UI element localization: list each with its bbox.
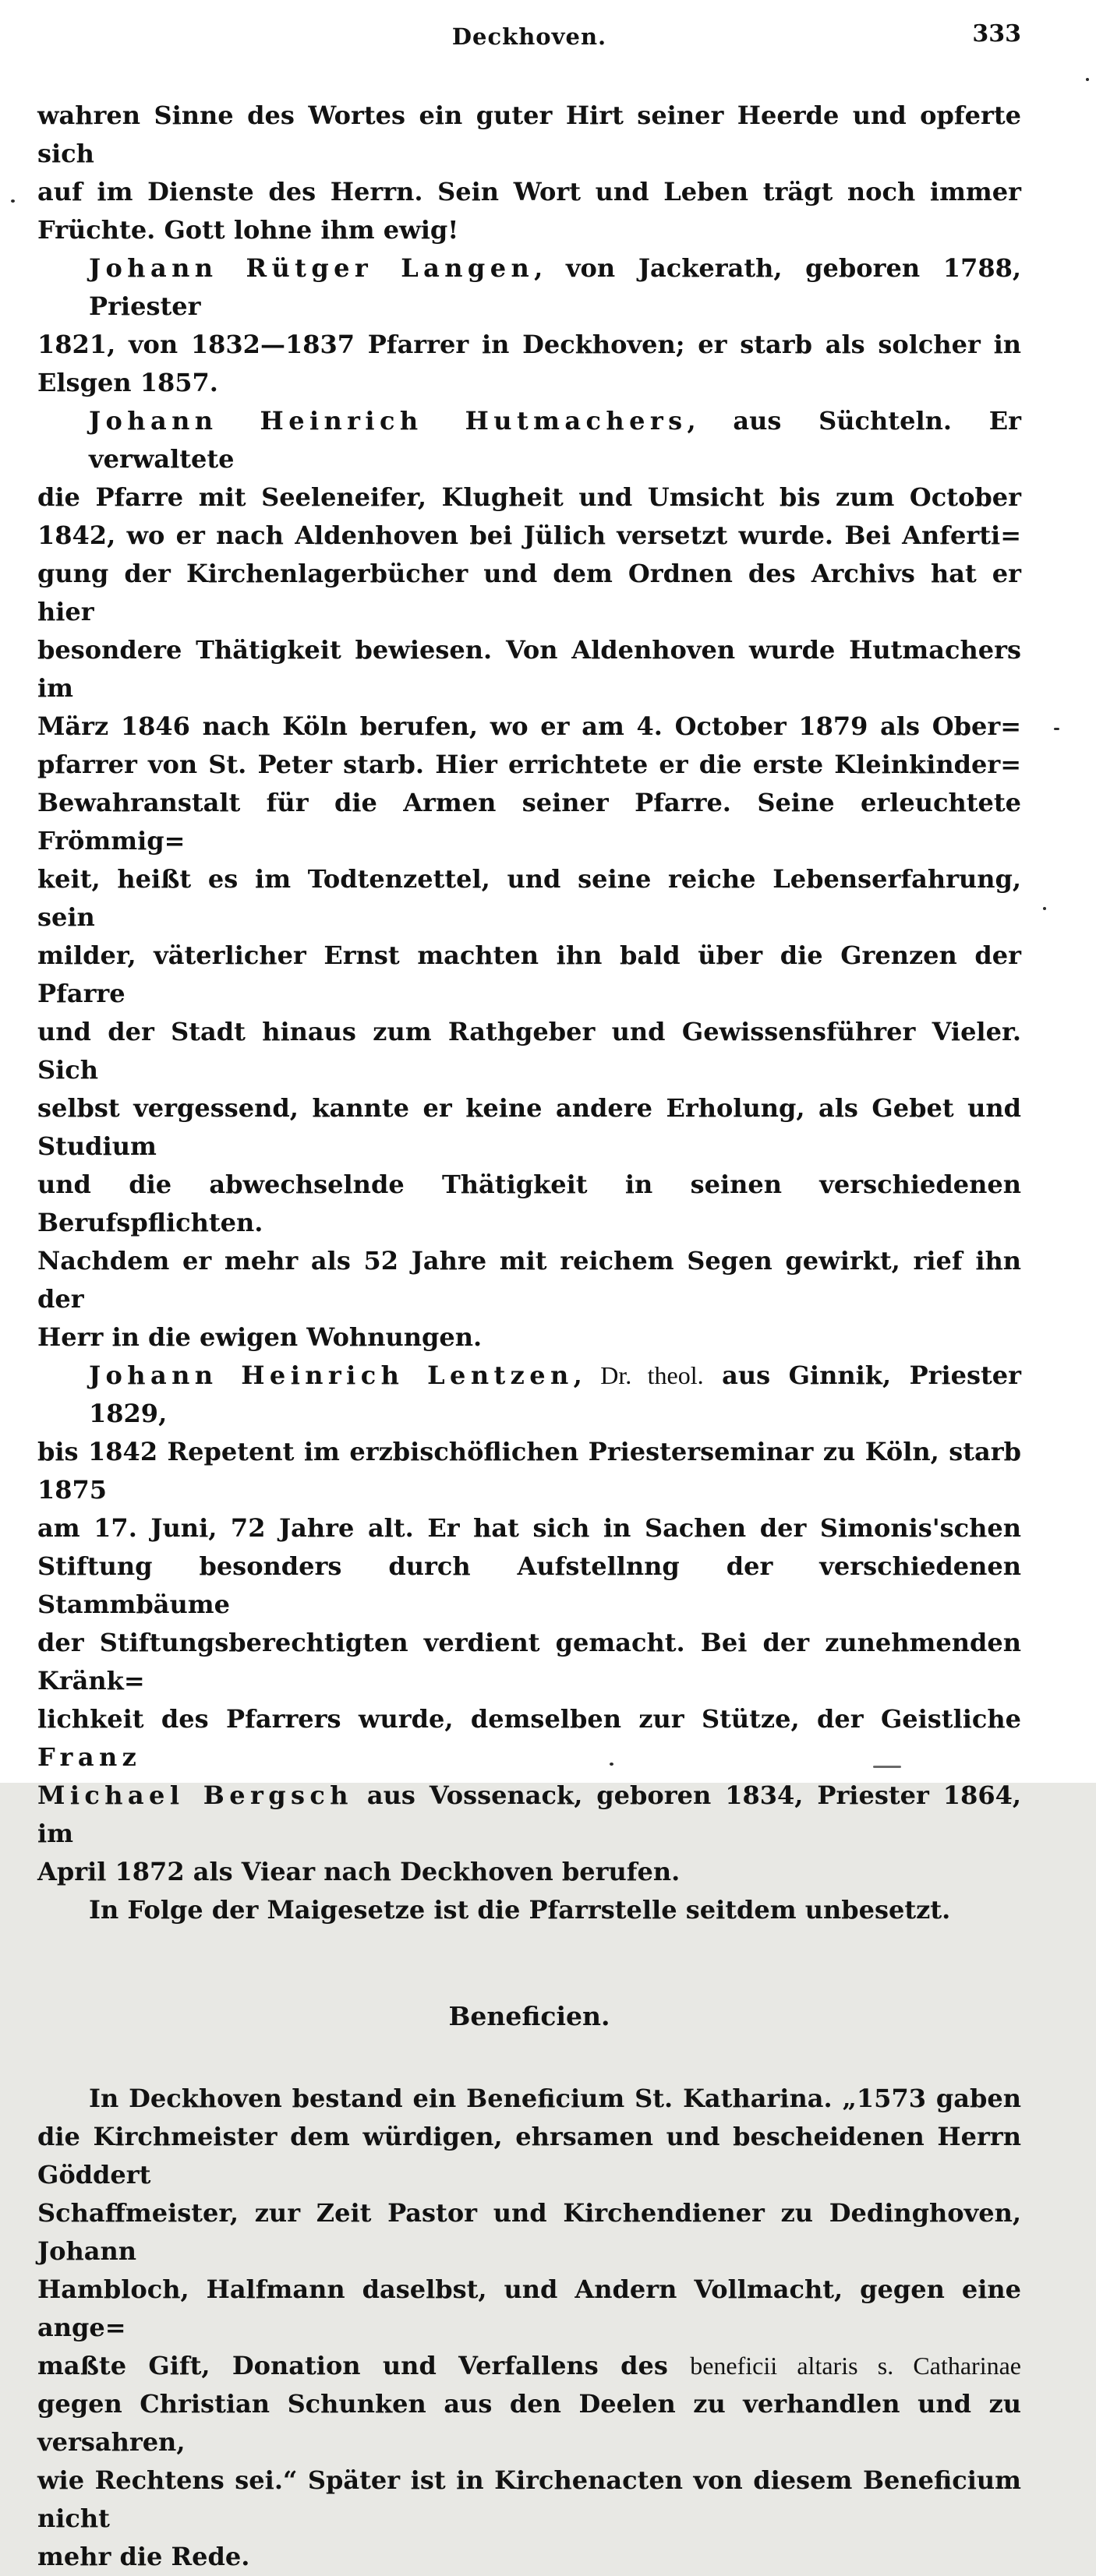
text-segment: Hambloch, Halfmann daselbst, und Andern Vollmacht, gegen eine ange= (37, 2274, 1021, 2342)
text-line (37, 555, 1021, 631)
scan-speck (873, 1766, 901, 1768)
text-segment: , aus Süchteln. Er verwaltete (89, 406, 1022, 474)
text-segment: Bewahranstalt für die Armen seiner Pfarre. Seine erleuchtete Frömmig= (37, 788, 1021, 856)
text-line (37, 1318, 1021, 1357)
text-segment: und die abwechselnde Thätigkeit in seinen verschiedenen Berufspflichten. (37, 1170, 1021, 1237)
main-text-block (0, 97, 1096, 1929)
text-line (37, 211, 1021, 249)
text-segment: bis 1842 Repetent im erzbischöflichen Priesterseminar zu Köln, starb 1875 (37, 1437, 1021, 1505)
text-segment: wie Rechtens sei.“ Später ist in Kirchenacten von diesem Beneficium nicht (37, 2465, 1021, 2533)
text-line (37, 2461, 1021, 2538)
text-segment: aus Vossenack, geboren 1834, Priester 1864, im (37, 1780, 1021, 1848)
text-line (37, 478, 1021, 517)
text-segment: 1842, wo er nach Aldenhoven bei Jülich versetzt wurde. Bei Anferti= (37, 520, 1021, 550)
text-segment: die Kirchmeister dem würdigen, ehrsamen und bescheidenen Herrn Göddert (37, 2122, 1021, 2190)
text-segment: , von Jackerath, geboren 1788, Priester (89, 253, 1022, 321)
text-segment: selbst vergessend, kannte er keine andere Erholung, als Gebet und Studium (37, 1093, 1021, 1161)
running-header (0, 0, 1096, 56)
text-segment: und der Stadt hinaus zum Rathgeber und Gewissensführer Vieler. Sich (37, 1017, 1021, 1085)
page-number: 333 (972, 20, 1021, 48)
text-segment: am 17. Juni, 72 Jahre alt. Er hat sich in Sachen der Simonis'schen (37, 1513, 1021, 1543)
text-segment: der Stiftungsberechtigten verdient gemacht. Bei der zunehmenden Kränk= (37, 1628, 1021, 1696)
text-segment: gung der Kirchenlagerbücher und dem Ordnen des Archivs hat er hier (37, 559, 1021, 626)
paragraph (37, 402, 1021, 1357)
text-segment: , (573, 1360, 601, 1390)
text-line (37, 326, 1021, 364)
text-line (37, 708, 1021, 746)
paragraph (37, 1891, 1021, 1929)
text-line (37, 1853, 1021, 1891)
text-segment: besondere Thätigkeit bewiesen. Von Aldenhoven wurde Hutmachers im (37, 635, 1021, 703)
text-line (37, 1357, 1021, 1433)
text-segment: April 1872 als Viear nach Deckhoven berufen. (37, 1857, 681, 1886)
text-segment: In Deckhoven bestand ein Beneficium St. Katharina. „1573 gaben (89, 2084, 1021, 2113)
text-segment: maßte Gift, Donation und Verfallens des (37, 2351, 691, 2380)
text-segment: Stiftung besonders durch Aufstellnng der verschiedenen Stammbäume (37, 1551, 1021, 1619)
text-line (37, 1777, 1021, 1853)
text-line (37, 1166, 1021, 1242)
text-line (37, 2538, 1021, 2576)
scan-speck (11, 199, 15, 203)
person-name: Johann Heinrich Lentzen (89, 1360, 574, 1390)
text-line (37, 2271, 1021, 2347)
text-line (37, 1242, 1021, 1318)
text-segment: milder, väterlicher Ernst machten ihn bald über die Grenzen der Pfarre (37, 940, 1021, 1008)
text-line (37, 249, 1021, 326)
text-line (37, 1891, 1021, 1929)
scan-speck (1054, 728, 1059, 730)
text-segment: beneficii altaris s. Catharinae (690, 2352, 1022, 2380)
text-segment: die Pfarre mit Seeleneifer, Klugheit und Umsicht bis zum October (37, 482, 1021, 512)
text-line (37, 2347, 1021, 2385)
text-segment: Dr. theol. (600, 1361, 704, 1389)
text-line (37, 784, 1021, 860)
paragraph (37, 249, 1021, 402)
text-line (37, 1547, 1021, 1624)
text-line (37, 746, 1021, 784)
text-segment: Schaffmeister, zur Zeit Pastor und Kirchendiener zu Dedinghoven, Johann (37, 2198, 1021, 2266)
text-line (37, 173, 1021, 211)
scan-speck (610, 1763, 613, 1766)
text-line (37, 97, 1021, 173)
person-name: Johann Heinrich Hutmachers (89, 406, 688, 436)
text-line (37, 2080, 1021, 2118)
text-line (37, 937, 1021, 1013)
text-line (37, 2118, 1021, 2194)
text-segment: auf im Dienste des Herrn. Sein Wort und Leben trägt noch immer (37, 177, 1021, 206)
paragraph (37, 1357, 1021, 1891)
text-segment: Elsgen 1857. (37, 368, 218, 397)
text-segment: gegen Christian Schunken aus den Deelen zu verhandlen und zu versahren, (37, 2389, 1021, 2457)
paragraph (37, 2080, 1021, 2576)
text-segment: keit, heißt es im Todtenzettel, und seine reiche Lebenserfahrung, sein (37, 864, 1021, 932)
text-segment: lichkeit des Pfarrers wurde, demselben zur Stütze, der Geistliche (37, 1704, 1021, 1734)
text-line (37, 1509, 1021, 1547)
scan-speck (1043, 907, 1046, 910)
beneficien-text-block (0, 2080, 1096, 2576)
text-line (37, 1013, 1021, 1089)
text-segment: wahren Sinne des Wortes ein guter Hirt seiner Heerde und opferte sich (37, 101, 1021, 168)
text-segment: mehr die Rede. (37, 2542, 250, 2571)
text-segment: pfarrer von St. Peter starb. Hier errichtete er die erste Kleinkinder= (37, 750, 1021, 779)
text-line (37, 2385, 1021, 2461)
text-line (37, 631, 1021, 708)
text-segment: 1821, von 1832—1837 Pfarrer in Deckhoven; er starb als solcher in (37, 330, 1021, 359)
section-heading-beneficien: Beneficien. (448, 2001, 610, 2031)
text-segment: Nachdem er mehr als 52 Jahre mit reichem Segen gewirkt, rief ihn der (37, 1246, 1021, 1314)
text-line (37, 1624, 1021, 1700)
scan-speck (1086, 78, 1089, 81)
person-name: Johann Rütger Langen (89, 253, 535, 283)
text-segment: Herr in die ewigen Wohnungen. (37, 1322, 483, 1352)
paragraph (37, 97, 1021, 249)
person-name: Michael Bergsch (37, 1780, 353, 1810)
text-segment: In Folge der Maigesetze ist die Pfarrstelle seitdem unbesetzt. (89, 1895, 951, 1925)
running-header-title: Deckhoven. (451, 23, 607, 50)
text-segment: März 1846 nach Köln berufen, wo er am 4. October 1879 als Ober= (37, 711, 1021, 741)
text-segment: Früchte. Gott lohne ihm ewig! (37, 215, 459, 245)
text-segment: aus Ginnik, Priester 1829, (89, 1360, 1022, 1428)
text-line (37, 1433, 1021, 1509)
text-line (37, 1089, 1021, 1166)
text-line (37, 2194, 1021, 2271)
person-name: Franz (37, 1742, 142, 1772)
text-line (37, 517, 1021, 555)
text-line (37, 860, 1021, 937)
text-line (37, 364, 1021, 402)
text-line (37, 402, 1021, 478)
